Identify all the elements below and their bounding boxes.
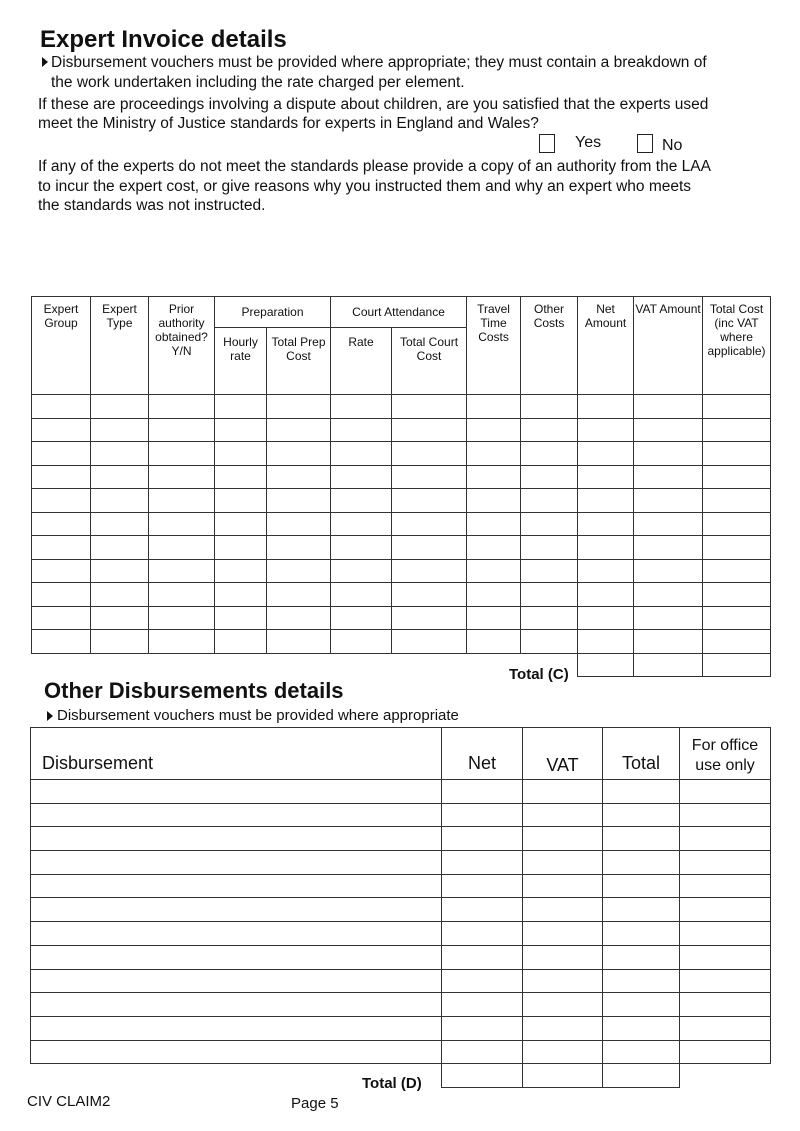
col-prior-authority: Prior authority obtained? Y/N [149,297,215,395]
total-d-label: Total (D) [362,1075,422,1092]
table-row[interactable] [31,803,771,827]
expert-invoice-table [31,296,771,677]
col-vat-amount: VAT Amount [634,297,703,395]
table-row[interactable] [32,536,771,560]
col-total-prep-cost: Total Prep Cost [267,328,331,395]
total-c-total[interactable] [703,653,771,677]
table-row[interactable] [31,922,771,946]
col-total-court-cost: Total Court Cost [392,328,467,395]
expert-invoice-title: Expert Invoice details [40,26,287,53]
col-disbursement: Disbursement [31,728,442,780]
question-line1: If these are proceedings involving a dispute about children, are you satisfied that the experts used [38,96,709,113]
bullet-arrow-icon [42,57,48,67]
col-net-amount: Net Amount [578,297,634,395]
page-number: Page 5 [291,1095,339,1112]
table-row[interactable] [32,630,771,654]
form-code: CIV CLAIM2 [27,1093,111,1110]
bullet-arrow-icon [47,711,53,721]
table-row[interactable] [32,583,771,607]
col-preparation: Preparation [215,297,331,328]
table-row[interactable] [31,827,771,851]
col-travel-time: Travel Time Costs [467,297,521,395]
other-bullet: Disbursement vouchers must be provided where appropriate [57,707,459,724]
table-row[interactable] [32,512,771,536]
col-rate: Rate [331,328,392,395]
col-expert-group: Expert Group [32,297,91,395]
table-row[interactable] [32,559,771,583]
table-row[interactable] [32,606,771,630]
total-c-vat[interactable] [634,653,703,677]
expert-bullet-line2: the work undertaken including the rate charged per element. [51,74,465,91]
table-row[interactable] [31,851,771,875]
col-vat: VAT [523,728,603,780]
table-row[interactable] [32,465,771,489]
col-total-cost: Total Cost (inc VAT where applicable) [703,297,771,395]
table-row[interactable] [31,1040,771,1064]
total-c-row [32,653,771,677]
table-row[interactable] [32,418,771,442]
standards-para-line1: If any of the experts do not meet the standards please provide a copy of an authority from the LAA [38,158,711,175]
table-row[interactable] [31,874,771,898]
other-disbursements-table [30,727,771,1088]
col-expert-type: Expert Type [91,297,149,395]
standards-para-line3: the standards was not instructed. [38,197,266,214]
table-row[interactable] [31,780,771,804]
total-c-label: Total (C) [509,666,569,683]
table-row[interactable] [31,993,771,1017]
standards-para-line2: to incur the expert cost, or give reasons why you instructed them and why an expert who meets [38,178,692,195]
table-row[interactable] [31,898,771,922]
table-row[interactable] [32,489,771,513]
table-row[interactable] [31,945,771,969]
col-net: Net [442,728,523,780]
question-line2: meet the Ministry of Justice standards for experts in England and Wales? [38,115,539,132]
total-d-net[interactable] [442,1064,523,1088]
no-label: No [662,137,683,154]
table-row[interactable] [31,1016,771,1040]
col-hourly-rate: Hourly rate [215,328,267,395]
col-court-attendance: Court Attendance [331,297,467,328]
total-d-total[interactable] [603,1064,680,1088]
yes-label: Yes [575,134,602,151]
total-c-net[interactable] [578,653,634,677]
total-d-vat[interactable] [523,1064,603,1088]
col-office-use: For office use only [680,728,771,780]
yes-checkbox[interactable] [539,134,555,153]
table-row[interactable] [32,395,771,419]
other-disbursements-title: Other Disbursements details [44,678,344,703]
table-row[interactable] [32,442,771,466]
col-other-costs: Other Costs [521,297,578,395]
table-row[interactable] [31,969,771,993]
expert-bullet-line1: Disbursement vouchers must be provided where appropriate; they must contain a breakdown of [51,54,707,71]
col-total: Total [603,728,680,780]
no-checkbox[interactable] [637,134,653,153]
